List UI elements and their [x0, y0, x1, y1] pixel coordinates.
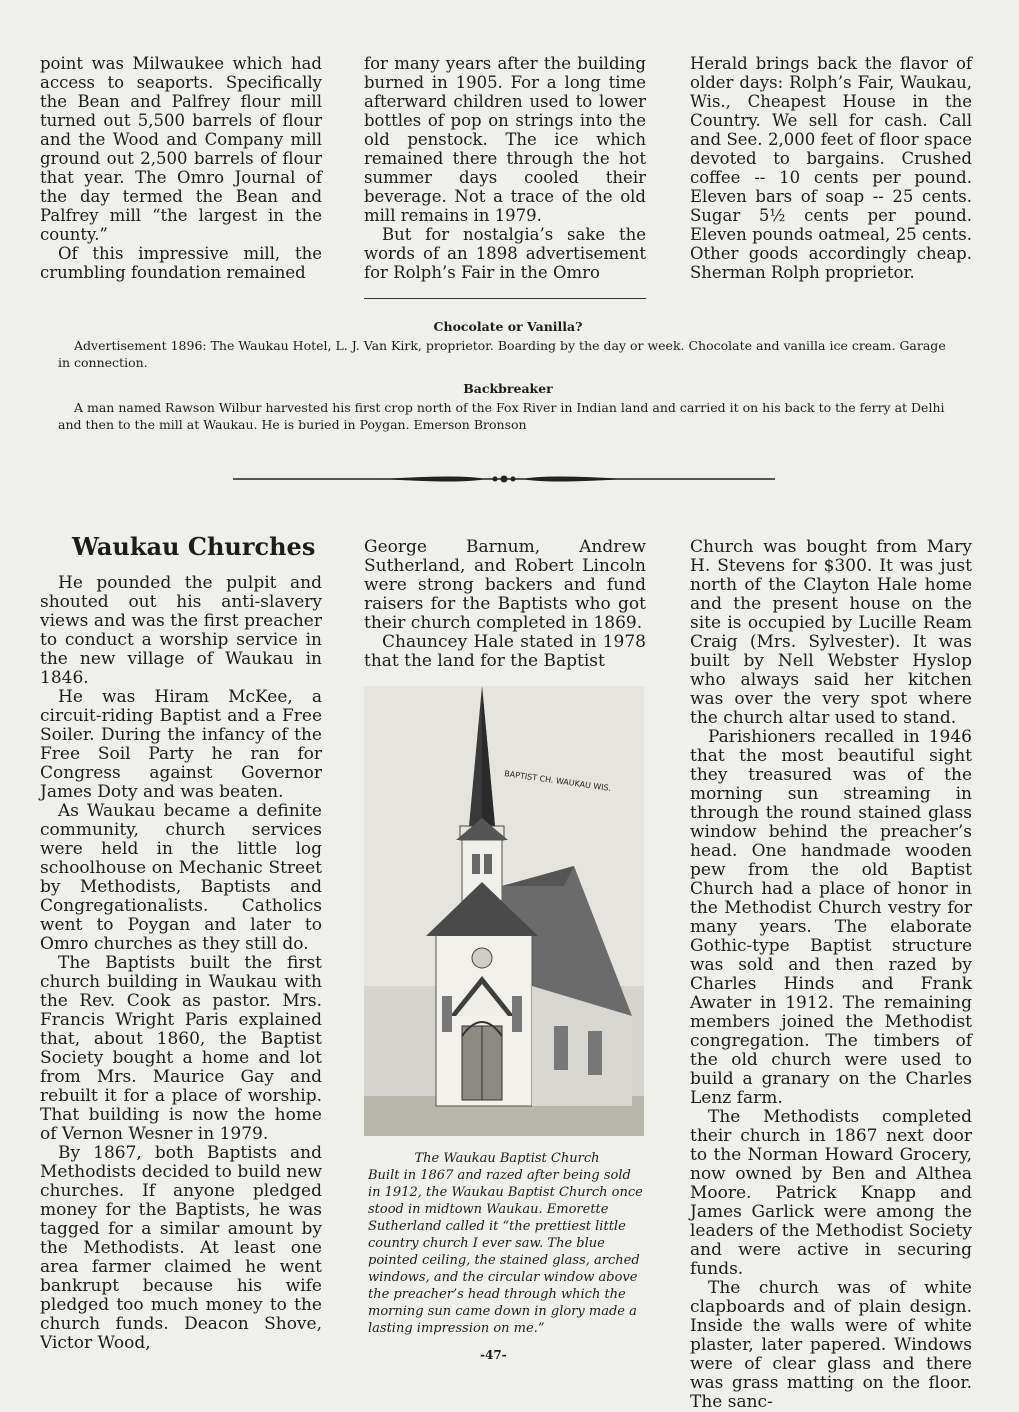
section-column-2 — [364, 538, 646, 671]
paragraph: Parishioners recalled in 1946 that the most beautiful sight they treasured was of the morning sun streaming in through the round stained glass window behind the preacher’s head. One handmade wooden pew from the old Baptist Church had a place of honor in the Methodist Church vestry for many years. The elaborate Gothic-type Baptist structure was sold and then razed by Charles Hinds and Frank Awater in 1912. The remaining members joined the Methodist congregation. The timbers of the old church were used to build a granary on the Charles Lenz farm. — [690, 727, 972, 1108]
paragraph: He was Hiram McKee, a circuit-riding Baptist and a Free Soiler. During the infancy of the Free Soil Party he ran for Congress against Governor James Doty and was beaten. — [40, 687, 322, 802]
paragraph: Of this impressive mill, the crumbling foundation remained — [40, 244, 322, 282]
section-column-3 — [690, 538, 972, 1412]
paragraph: The church was of white clapboards and of plain design. Inside the walls were of white plaster, later papered. Windows were of clear glass and there was grass matting on the floor. The sanc- — [690, 1278, 972, 1412]
note-text: Advertisement 1896: The Waukau Hotel, L. J. Van Kirk, proprietor. Boarding by the day or week. Chocolate and vanilla ice cream. Garage in connection. — [58, 338, 946, 370]
note-backbreaker — [58, 380, 958, 433]
top-column-1 — [40, 54, 322, 282]
paragraph: Herald brings back the flavor of older days: Rolph’s Fair, Waukau, Wis., Cheapest House in the Country. We sell for cash. Call and See. 2,000 feet of floor space devoted to bargains. Crushed coffee -- 10 cents per pound. Eleven bars of soap -- 25 cents. Sugar 5½ cents per pound. Eleven pounds oatmeal, 25 cents. Other goods accordingly cheap. Sherman Rolph proprietor. — [690, 54, 972, 282]
section-title: Waukau Churches — [72, 532, 316, 561]
caption-text: Built in 1867 and razed after being sold in 1912, the Waukau Baptist Church once stood in midtown Waukau. Emorette Sutherland called it “the prettiest little country church I ever saw. The blue pointed ceiling, the stained glass, arched windows, and the circular window above the preacher’s head through which the morning sun came down in glory made a lasting impression on me.” — [368, 1168, 643, 1336]
section-column-1 — [40, 574, 322, 1353]
top-column-3 — [690, 54, 972, 282]
paragraph: The Methodists completed their church in 1867 next door to the Norman Howard Grocery, now owned by Ben and Althea Moore. Patrick Knapp and James Garlick were among the leaders of the Methodist Society and were active in securing funds. — [690, 1107, 972, 1279]
paragraph: As Waukau became a definite community, church services were held in the little log schoolhouse on Mechanic Street by Methodists, Baptists and Congregationalists. Catholics went to Poygan and later to Omro churches as they still do. — [40, 801, 322, 954]
note-title: Chocolate or Vanilla? — [433, 319, 583, 334]
paragraph: He pounded the pulpit and shouted out his anti-slavery views and was the first preacher to conduct a worship service in the new village of Waukau in 1846. — [40, 573, 322, 688]
note-chocolate-or-vanilla — [58, 318, 958, 371]
paragraph: George Barnum, Andrew Sutherland, and Robert Lincoln were strong backers and fund raisers for the Baptists who got their church completed in 1869. — [364, 537, 646, 633]
ornament-divider-icon — [233, 472, 775, 486]
note-text: A man named Rawson Wilbur harvested his first crop north of the Fox River in Indian land and carried it on his back to the ferry at Delhi and then to the mill at Waukau. He is buried in Poygan. Emerson Bronson — [58, 400, 945, 432]
paragraph: Chauncey Hale stated in 1978 that the land for the Baptist — [364, 632, 646, 671]
note-title: Backbreaker — [463, 381, 553, 396]
paragraph: But for nostalgia’s sake the words of an 1898 advertisement for Rolph’s Fair in the Omro — [364, 225, 646, 282]
caption-title: The Waukau Baptist Church — [414, 1151, 600, 1166]
divider-rule — [364, 298, 646, 299]
church-photo — [364, 686, 644, 1136]
paragraph: for many years after the building burned in 1905. For a long time afterward children used to lower bottles of pop on strings into the old penstock. The ice which remained there through the hot summer days cooled their beverage. Not a trace of the old mill remains in 1979. — [364, 54, 646, 225]
photo-caption — [368, 1150, 646, 1337]
page-number: -47- — [480, 1348, 507, 1362]
photo-label: BAPTIST CH. WAUKAU WIS. — [503, 769, 612, 793]
paragraph: Church was bought from Mary H. Stevens for $300. It was just north of the Clayton Hale home and the present house on the site is occupied by Lucille Ream Craig (Mrs. Sylvester). It was built by Nell Webster Hyslop who always said her kitchen was over the very spot where the church altar used to stand. — [690, 537, 972, 728]
paragraph: The Baptists built the first church building in Waukau with the Rev. Cook as pastor. Mrs. Francis Wright Paris explained that, about 1860, the Baptist Society bought a home and lot from Mrs. Maurice Gay and rebuilt it for a place of worship. That building is now the home of Vernon Wesner in 1979. — [40, 953, 322, 1144]
top-column-2 — [364, 54, 646, 282]
paragraph: By 1867, both Baptists and Methodists decided to build new churches. If anyone pledged money for the Baptists, he was tagged for a similar amount by the Methodists. At least one area farmer claimed he went bankrupt because his wife pledged too much money to the church funds. Deacon Shove, Victor Wood, — [40, 1143, 322, 1353]
paragraph: point was Milwaukee which had access to seaports. Specifically the Bean and Palfrey flour mill turned out 5,500 barrels of flour and the Wood and Company mill ground out 2,500 barrels of flour that year. The Omro Journal of the day termed the Bean and Palfrey mill “the largest in the county.” — [40, 54, 322, 244]
